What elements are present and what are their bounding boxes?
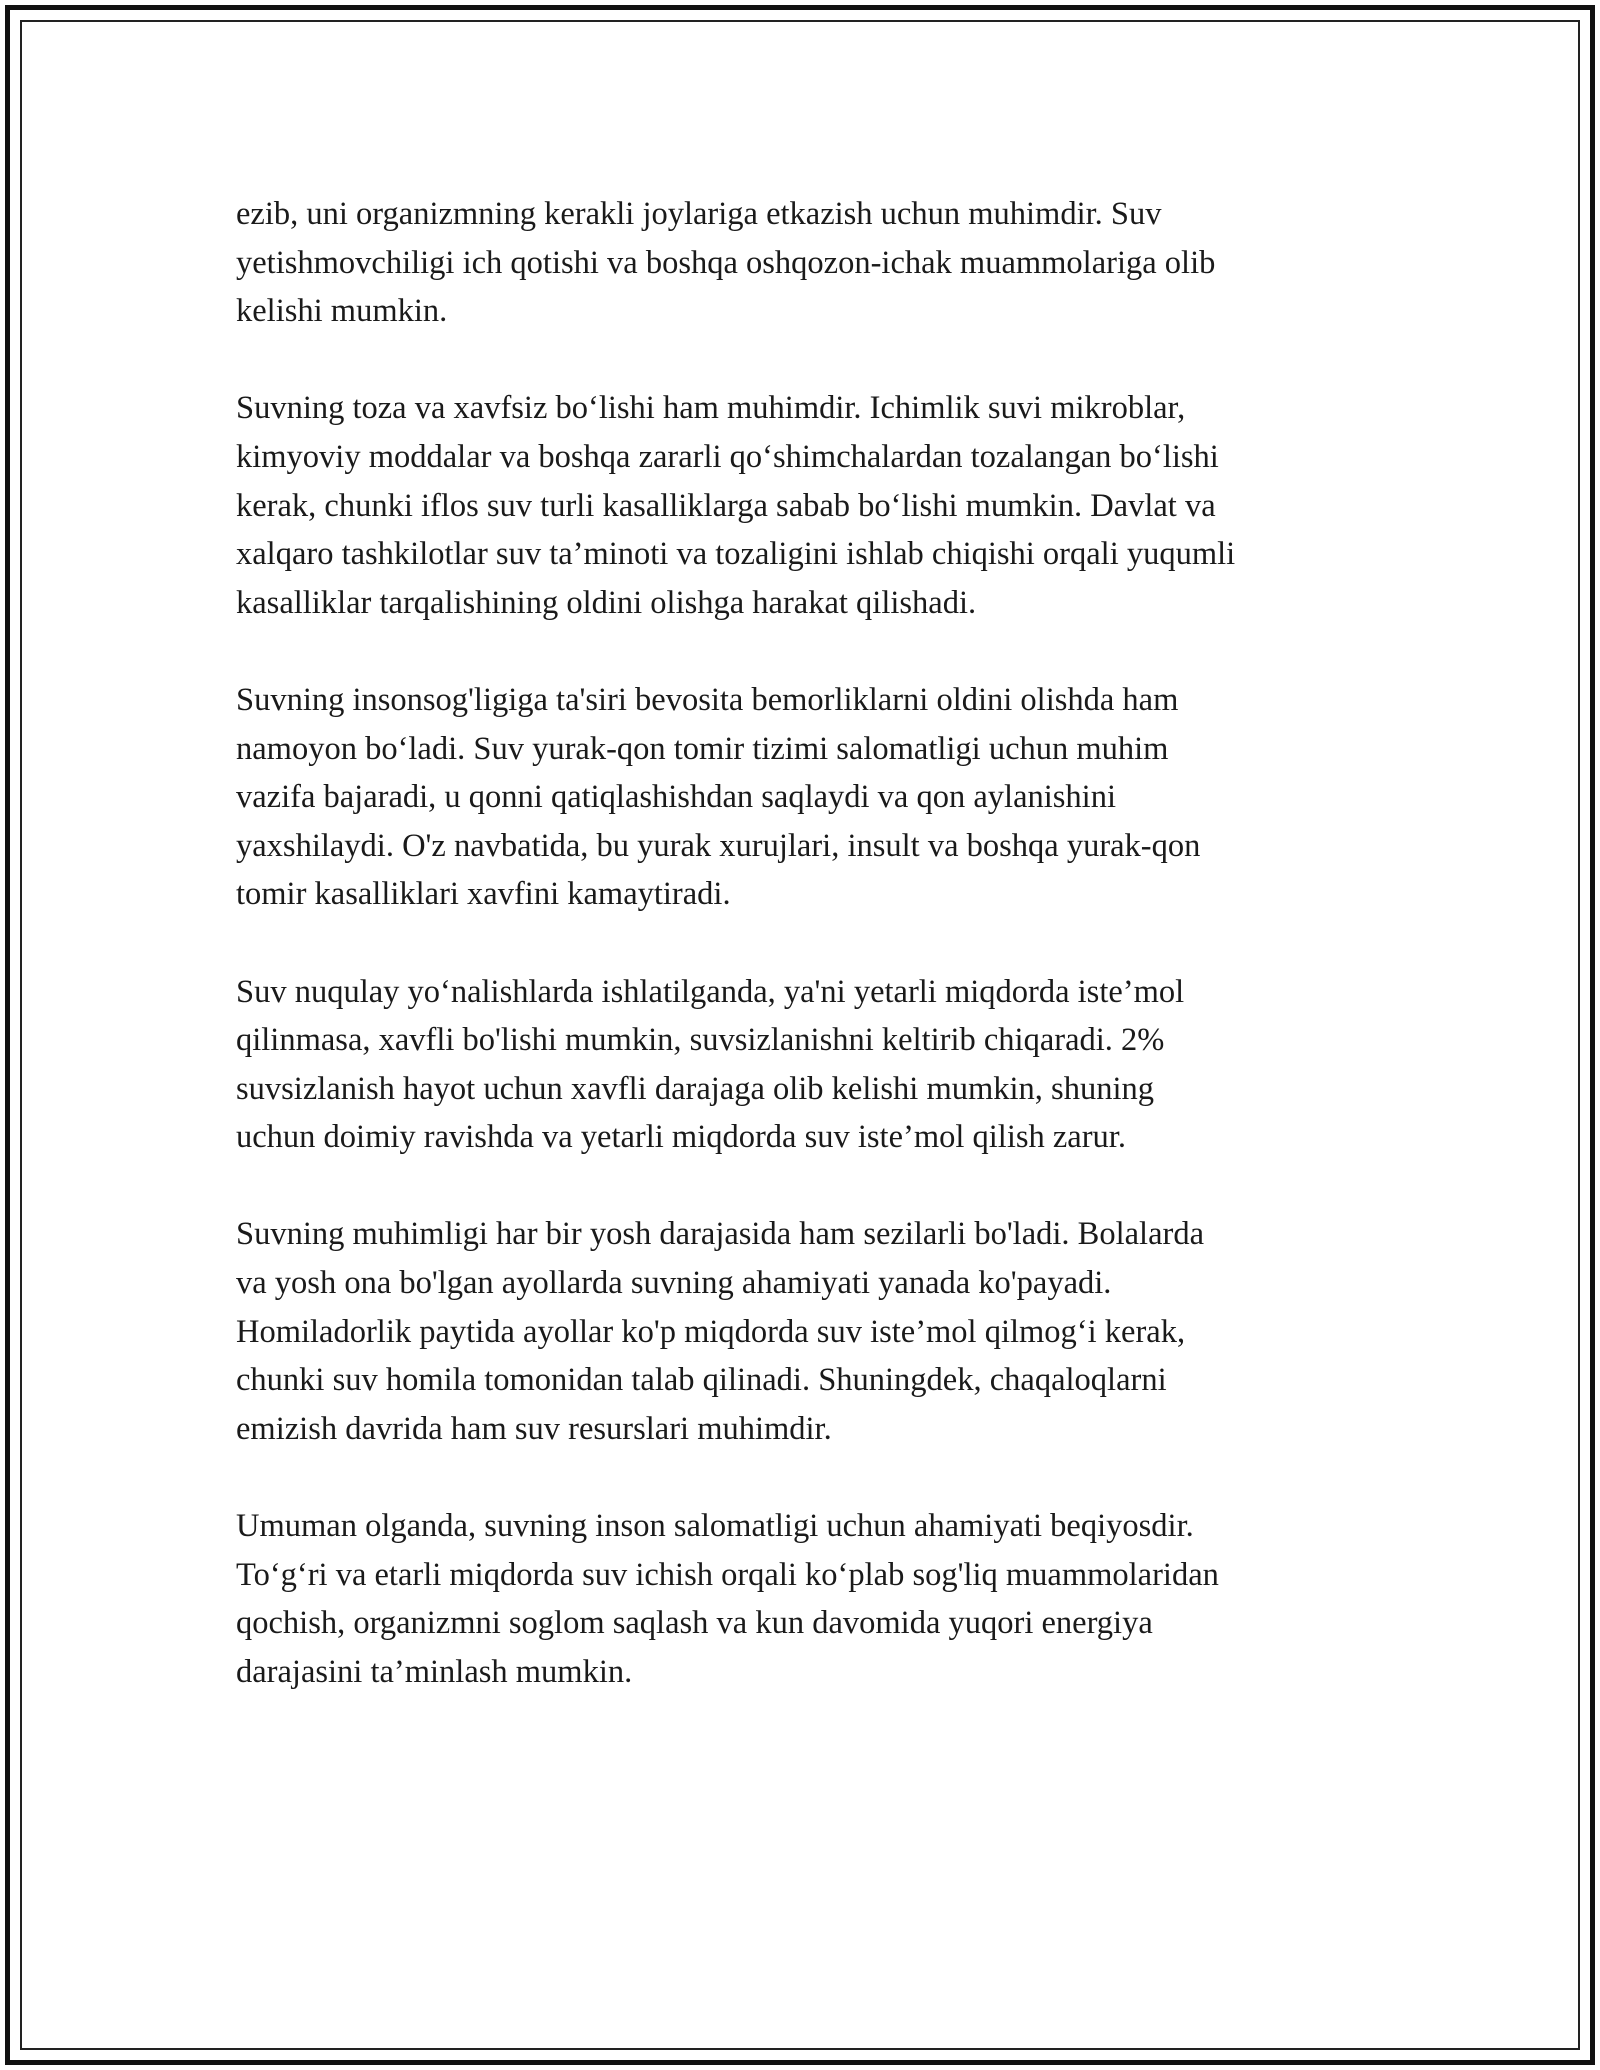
text-line: To‘g‘ri va etarli miqdorda suv ichish orqali ko‘plab sog'liq muammolaridan — [236, 1556, 1219, 1593]
text-line: yaxshilaydi. O'z navbatida, bu yurak xurujlari, insult va boshqa yurak-qon — [236, 827, 1201, 864]
text-line: Homiladorlik paytida ayollar ko'p miqdorda suv iste’mol qilmog‘i kerak, — [236, 1313, 1186, 1350]
text-line: yetishmovchiligi ich qotishi va boshqa oshqozon-ichak muammolariga olib — [236, 244, 1216, 281]
text-line: kelishi mumkin. — [236, 293, 448, 330]
text-line: emizish davrida ham suv resurslari muhimdir. — [236, 1410, 832, 1447]
text-line: uchun doimiy ravishda va yetarli miqdorda suv iste’mol qilish zarur. — [236, 1119, 1126, 1156]
text-line: Umuman olganda, suvning inson salomatligi uchun ahamiyati beqiyosdir. — [236, 1508, 1194, 1545]
paragraph-age-groups — [236, 1210, 1366, 1453]
paragraph-conclusion — [236, 1502, 1366, 1696]
text-line: Suvning insonsog'ligiga ta'siri bevosita bemorliklarni oldini olishda ham — [236, 681, 1179, 718]
text-line: ezib, uni organizmning kerakli joylariga etkazish uchun muhimdir. Suv — [236, 196, 1162, 232]
text-line: chunki suv homila tomonidan talab qilinadi. Shuningdek, chaqaloqlarni — [236, 1362, 1167, 1399]
text-line: darajasini ta’minlash mumkin. — [236, 1653, 633, 1690]
text-line: Suvning muhimligi har bir yosh darajasida ham sezilarli bo'ladi. Bolalarda — [236, 1216, 1205, 1253]
text-line: qochish, organizmni soglom saqlash va kun davomida yuqori energiya — [236, 1605, 1153, 1642]
text-line: xalqaro tashkilotlar suv ta’minoti va tozaligini ishlab chiqishi orqali yuqumli — [236, 536, 1236, 573]
text-line: suvsizlanish hayot uchun xavfli darajaga olib kelishi mumkin, shuning — [236, 1070, 1154, 1107]
text-line: kerak, chunki iflos suv turli kasalliklarga sabab bo‘lishi mumkin. Davlat va — [236, 487, 1216, 524]
text-line: Suv nuqulay yo‘nalishlarda ishlatilganda, ya'ni yetarli miqdorda iste’mol — [236, 973, 1185, 1010]
text-line: tomir kasalliklari xavfini kamaytiradi. — [236, 876, 731, 913]
paragraph-clean-water — [236, 384, 1366, 627]
document-body — [236, 190, 1366, 1745]
text-line: kimyoviy moddalar va boshqa zararli qo‘shimchalardan tozalangan bo‘lishi — [236, 438, 1219, 475]
paragraph-disease-prevention — [236, 676, 1366, 919]
text-line: qilinmasa, xavfli bo'lishi mumkin, suvsizlanishni keltirib chiqaradi. 2% — [236, 1022, 1165, 1059]
text-line: vazifa bajaradi, u qonni qatiqlashishdan saqlaydi va qon aylanishini — [236, 779, 1116, 816]
text-line: va yosh ona bo'lgan ayollarda suvning ahamiyati yanada ko'payadi. — [236, 1265, 1112, 1302]
text-line: kasalliklar tarqalishining oldini olishga harakat qilishadi. — [236, 584, 977, 621]
text-line: namoyon bo‘ladi. Suv yurak-qon tomir tizimi salomatligi uchun muhim — [236, 730, 1169, 767]
paragraph-digestion — [236, 190, 1366, 336]
paragraph-dehydration — [236, 968, 1366, 1162]
text-line: Suvning toza va xavfsiz bo‘lishi ham muhimdir. Ichimlik suvi mikroblar, — [236, 390, 1186, 427]
